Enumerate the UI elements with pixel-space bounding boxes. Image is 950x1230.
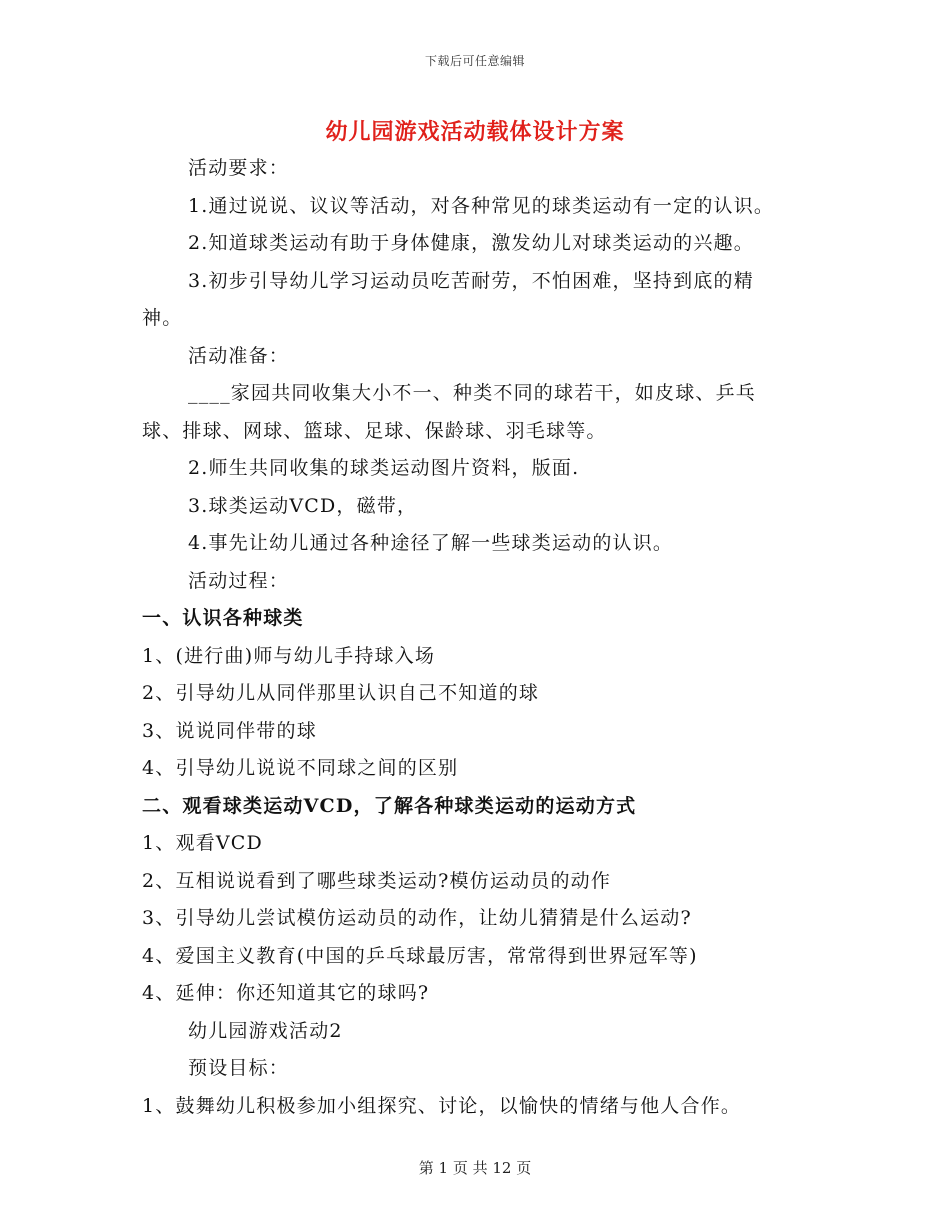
page-footer: 第 1 页 共 12 页 xyxy=(418,1159,532,1177)
list-item: 4、延伸：你还知道其它的球吗? xyxy=(142,982,430,1004)
section-heading: 二、观看球类运动VCD，了解各种球类运动的运动方式 xyxy=(142,794,637,817)
section-label-preparation: 活动准备： xyxy=(188,344,290,367)
paragraph: 3.初步引导幼儿学习运动员吃苦耐劳，不怕困难，坚持到底的精 xyxy=(188,269,754,292)
list-item: 3、引导幼儿尝试模仿运动员的动作，让幼儿猜猜是什么运动? xyxy=(142,907,692,929)
header-note: 下载后可任意编辑 xyxy=(424,54,525,68)
paragraph-continuation: 神。 xyxy=(142,307,183,329)
document-title: 幼儿园游戏活动载体设计方案 xyxy=(325,119,625,145)
list-item: 1、观看VCD xyxy=(142,832,263,854)
section-label-process: 活动过程： xyxy=(188,569,290,592)
list-item: 4、爱国主义教育(中国的乒乓球最厉害，常常得到世界冠军等) xyxy=(142,944,698,967)
list-item: 2、互相说说看到了哪些球类运动?模仿运动员的动作 xyxy=(142,869,612,892)
paragraph: 1.通过说说、议议等活动，对各种常见的球类运动有一定的认识。 xyxy=(188,194,775,217)
list-item: 2、引导幼儿从同伴那里认识自己不知道的球 xyxy=(142,682,540,704)
section-label-requirements: 活动要求： xyxy=(188,157,290,179)
list-item: 3、说说同伴带的球 xyxy=(142,719,317,742)
paragraph-continuation: 球、排球、网球、篮球、足球、保龄球、羽毛球等。 xyxy=(142,419,607,442)
list-item: 1、鼓舞幼儿积极参加小组探究、讨论，以愉快的情绪与他人合作。 xyxy=(142,1094,742,1117)
subtitle: 幼儿园游戏活动2 xyxy=(188,1019,343,1042)
paragraph: 4.事先让幼儿通过各种途径了解一些球类运动的认识。 xyxy=(188,532,674,554)
section-label-goals: 预设目标： xyxy=(188,1057,290,1079)
paragraph: 2.师生共同收集的球类运动图片资料，版面. xyxy=(188,457,580,479)
paragraph: 2.知道球类运动有助于身体健康，激发幼儿对球类运动的兴趣。 xyxy=(188,232,754,254)
paragraph: 3.球类运动VCD，磁带， xyxy=(188,494,418,517)
paragraph: ____家园共同收集大小不一、种类不同的球若干，如皮球、乒乓 xyxy=(188,382,757,404)
section-heading: 一、认识各种球类 xyxy=(142,607,304,629)
list-item: 4、引导幼儿说说不同球之间的区别 xyxy=(142,757,459,779)
list-item: 1、(进行曲)师与幼儿手持球入场 xyxy=(142,644,436,667)
document-body xyxy=(142,150,822,1125)
